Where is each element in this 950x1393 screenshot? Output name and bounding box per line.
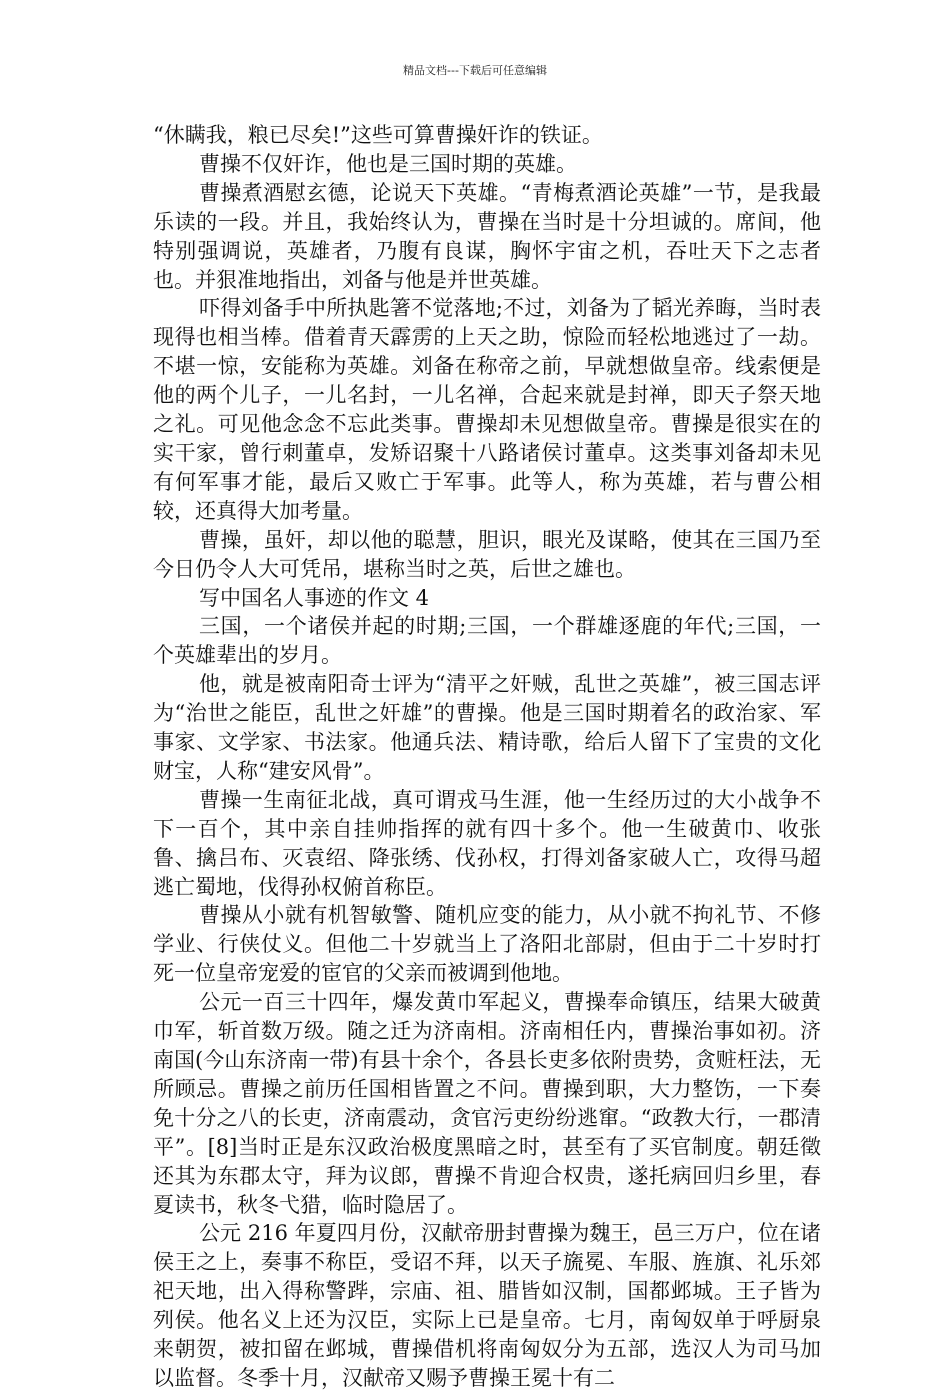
paragraph: 吓得刘备手中所执匙箸不觉落地;不过，刘备为了韬光养晦，当时表现得也相当棒。借着青天霹雳的上天之助，惊险而轻松地逃过了一劫。不堪一惊，安能称为英雄。刘备在称帝之前，早就想做皇帝。线索便是他的两个儿子，一儿名封，一儿名禅，合起来就是封禅，即天子祭天地之礼。可见他念念不忘此类事。曹操却未见想做皇帝。曹操是很实在的实干家，曾行刺董卓，发矫诏聚十八路诸侯讨董卓。这类事刘备却未见有何军事才能，最后又败亡于军事。此等人，称为英雄，若与曹公相较，还真得大加考量。 xyxy=(153,296,821,523)
paragraph: 三国，一个诸侯并起的时期;三国，一个群雄逐鹿的年代;三国，一个英雄辈出的岁月。 xyxy=(153,614,821,668)
section-title: 写中国名人事迹的作文 4 xyxy=(199,585,430,610)
paragraph: 曹操从小就有机智敏警、随机应变的能力，从小就不拘礼节、不修学业、行侠仗义。但他二十岁就当上了洛阳北部尉，但由于二十岁时打死一位皇帝宠爱的宦官的父亲而被调到他地。 xyxy=(153,903,821,986)
document-body xyxy=(153,121,821,1393)
page-header: 精品文档---下载后可任意编辑 xyxy=(403,64,547,77)
paragraph: 公元一百三十四年，爆发黄巾军起义，曹操奉命镇压，结果大破黄巾军，斩首数万级。随之迁为济南相。济南相任内，曹操治事如初。济南国(今山东济南一带)有县十余个，各县长吏多依附贵势，贪赃枉法，无所顾忌。曹操之前历任国相皆置之不问。曹操到职，大力整饬，一下奏免十分之八的长吏，济南震动，贪官污吏纷纷逃窜。“政教大行，一郡清平”。[8]当时正是东汉政治极度黑暗之时，甚至有了买官制度。朝廷徵还其为东郡太守，拜为议郎，曹操不肯迎合权贵，遂托病回归乡里，春夏读书，秋冬弋猎，临时隐居了。 xyxy=(153,990,821,1217)
paragraph: 曹操一生南征北战，真可谓戎马生涯，他一生经历过的大小战争不下一百个，其中亲自挂帅指挥的就有四十多个。他一生破黄巾、收张鲁、擒吕布、灭袁绍、降张绣、伐孙权，打得刘备家破人亡，攻得马超逃亡蜀地，伐得孙权俯首称臣。 xyxy=(153,787,821,899)
paragraph: 公元 216 年夏四月份，汉献帝册封曹操为魏王，邑三万户，位在诸侯王之上，奏事不称臣，受诏不拜，以天子旒冕、车服、旌旗、礼乐郊祀天地，出入得称警跸，宗庙、祖、腊皆如汉制，国都邺城。王子皆为列侯。他名义上还为汉臣，实际上已是皇帝。七月，南匈奴单于呼厨泉来朝贺，被扣留在邺城，曹操借机将南匈奴分为五部，选汉人为司马加以监督。冬季十月，汉献帝又赐予曹操王冕十有二 xyxy=(153,1221,821,1390)
paragraph: 曹操不仅奸诈，他也是三国时期的英雄。 xyxy=(199,151,577,176)
paragraph: 曹操，虽奸，却以他的聪慧，胆识，眼光及谋略，使其在三国乃至今日仍令人大可凭吊，堪称当时之英，后世之雄也。 xyxy=(153,527,821,581)
paragraph: 曹操煮酒慰玄德，论说天下英雄。“青梅煮酒论英雄”一节，是我最乐读的一段。并且，我始终认为，曹操在当时是十分坦诚的。席间，他特别强调说，英雄者，乃腹有良谋，胸怀宇宙之机，吞吐天下之志者也。并狠准地指出，刘备与他是并世英雄。 xyxy=(153,180,821,292)
paragraph: 他，就是被南阳奇士评为“清平之奸贼，乱世之英雄”，被三国志评为“治世之能臣，乱世之奸雄”的曹操。他是三国时期着名的政治家、军事家、文学家、书法家。他通兵法、精诗歌，给后人留下了宝贵的文化财宝，人称“建安风骨”。 xyxy=(153,672,821,783)
paragraph: “休瞒我，粮已尽矣!”这些可算曹操奸诈的铁证。 xyxy=(153,123,603,147)
